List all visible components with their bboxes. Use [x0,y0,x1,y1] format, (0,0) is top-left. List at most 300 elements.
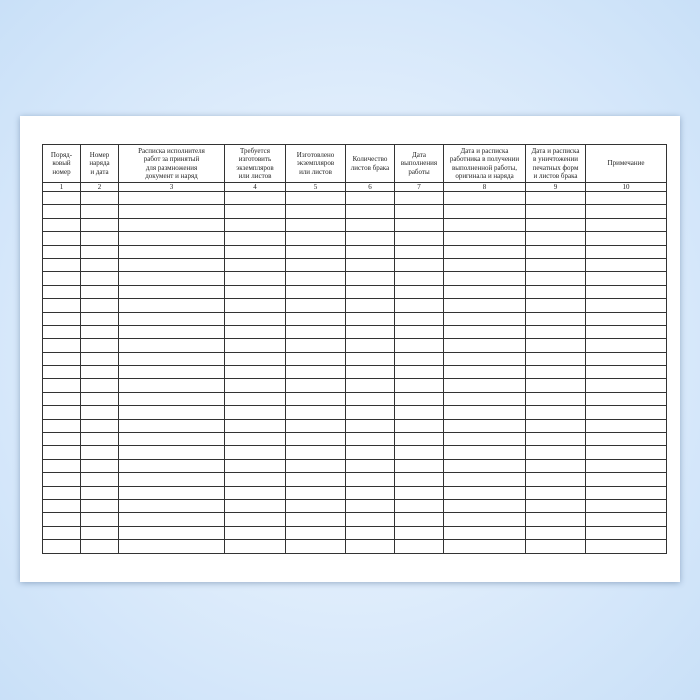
empty-cell [81,299,119,312]
empty-cell [81,526,119,539]
empty-cell [286,258,346,271]
empty-cell [395,366,444,379]
column-number: 1 [43,183,81,192]
empty-cell [395,299,444,312]
empty-cell [586,272,667,285]
empty-cell [346,419,395,432]
header-label: Расписка исполнителя работ за принятый для размножения документ и наряд [138,146,205,180]
header-cell-note [586,145,667,183]
empty-cell [81,459,119,472]
table-row [43,352,667,365]
empty-cell [286,379,346,392]
empty-cell [81,406,119,419]
empty-cell [119,499,225,512]
header-cell-defect-sheets [346,145,395,183]
empty-cell [43,499,81,512]
empty-cell [81,379,119,392]
empty-cell [286,392,346,405]
empty-cell [119,258,225,271]
empty-cell [81,205,119,218]
empty-cell [81,433,119,446]
header-cell-order-date [81,145,119,183]
empty-cell [444,513,526,526]
empty-cell [225,205,286,218]
empty-cell [395,540,444,553]
empty-cell [444,245,526,258]
column-number: 10 [586,183,667,192]
empty-cell [43,272,81,285]
empty-cell [286,339,346,352]
empty-cell [586,285,667,298]
empty-cell [43,459,81,472]
empty-cell [444,232,526,245]
table-row [43,459,667,472]
table-row [43,419,667,432]
empty-cell [43,486,81,499]
empty-cell [225,299,286,312]
empty-cell [586,486,667,499]
empty-cell [444,285,526,298]
empty-cell [225,245,286,258]
empty-cell [346,459,395,472]
empty-cell [119,192,225,205]
empty-cell [395,379,444,392]
empty-cell [119,419,225,432]
empty-cell [286,205,346,218]
empty-cell [286,406,346,419]
empty-cell [81,245,119,258]
empty-cell [81,486,119,499]
empty-cell [43,352,81,365]
empty-cell [346,312,395,325]
ledger-table [42,144,667,554]
empty-cell [81,272,119,285]
header-label: Примечание [607,159,645,168]
empty-cell [286,192,346,205]
empty-cell [346,526,395,539]
empty-cell [526,272,586,285]
empty-cell [586,366,667,379]
empty-cell [444,299,526,312]
header-label: Дата и расписка работника в получении выполненной работы, оригинала и наряда [449,146,520,180]
empty-cell [43,285,81,298]
empty-cell [444,473,526,486]
empty-cell [225,339,286,352]
empty-cell [444,406,526,419]
empty-cell [225,352,286,365]
empty-cell [586,406,667,419]
table-row [43,499,667,512]
empty-cell [395,392,444,405]
table-row [43,312,667,325]
empty-cell [43,540,81,553]
empty-cell [526,258,586,271]
empty-cell [346,473,395,486]
empty-cell [444,540,526,553]
table-row [43,258,667,271]
empty-cell [43,325,81,338]
empty-cell [586,473,667,486]
empty-cell [586,325,667,338]
empty-cell [119,526,225,539]
empty-cell [526,325,586,338]
empty-cell [346,205,395,218]
empty-cell [81,352,119,365]
empty-cell [346,192,395,205]
empty-cell [395,433,444,446]
header-cell-produced-copies [286,145,346,183]
empty-cell [395,232,444,245]
header-label: Дата выполнения работы [400,151,438,176]
empty-cell [119,486,225,499]
empty-cell [43,433,81,446]
table-row [43,406,667,419]
table-row [43,366,667,379]
ledger-body [43,192,667,554]
empty-cell [119,392,225,405]
empty-cell [444,205,526,218]
empty-cell [526,540,586,553]
empty-cell [119,513,225,526]
empty-cell [225,325,286,338]
empty-cell [444,499,526,512]
empty-cell [225,419,286,432]
empty-cell [586,192,667,205]
empty-cell [43,392,81,405]
empty-cell [526,473,586,486]
table-row [43,272,667,285]
empty-cell [43,513,81,526]
empty-cell [526,352,586,365]
table-row [43,285,667,298]
empty-cell [346,433,395,446]
empty-cell [346,540,395,553]
empty-cell [444,339,526,352]
empty-cell [526,419,586,432]
empty-cell [43,526,81,539]
empty-cell [586,218,667,231]
empty-cell [43,312,81,325]
empty-cell [526,379,586,392]
empty-cell [43,205,81,218]
empty-cell [444,366,526,379]
empty-cell [286,419,346,432]
empty-cell [586,232,667,245]
empty-cell [225,526,286,539]
form-sheet [20,116,680,582]
empty-cell [119,366,225,379]
empty-cell [119,540,225,553]
empty-cell [286,352,346,365]
empty-cell [286,459,346,472]
header-label: Изготовлено экземпляров или листов [296,151,335,176]
empty-cell [119,285,225,298]
empty-cell [346,392,395,405]
header-label: Требуется изготовить экземпляров или листов [236,146,274,180]
empty-cell [526,446,586,459]
empty-cell [444,446,526,459]
header-label: Поряд- ковый номер [50,151,73,176]
empty-cell [119,473,225,486]
empty-cell [346,339,395,352]
empty-cell [346,299,395,312]
table-row [43,446,667,459]
empty-cell [119,312,225,325]
empty-cell [119,406,225,419]
empty-cell [395,325,444,338]
empty-cell [346,258,395,271]
empty-cell [346,513,395,526]
empty-cell [43,406,81,419]
empty-cell [119,299,225,312]
empty-cell [586,513,667,526]
empty-cell [43,366,81,379]
empty-cell [81,540,119,553]
column-number: 8 [444,183,526,192]
empty-cell [526,366,586,379]
empty-cell [119,245,225,258]
empty-cell [395,272,444,285]
empty-cell [526,312,586,325]
empty-cell [286,299,346,312]
table-row [43,339,667,352]
empty-cell [286,446,346,459]
empty-cell [395,446,444,459]
empty-cell [444,526,526,539]
header-cell-executor-receipt [119,145,225,183]
empty-cell [444,433,526,446]
empty-cell [395,245,444,258]
empty-cell [119,379,225,392]
empty-cell [526,245,586,258]
empty-cell [444,218,526,231]
column-number: 6 [346,183,395,192]
empty-cell [286,433,346,446]
empty-cell [225,446,286,459]
empty-cell [586,379,667,392]
empty-cell [395,192,444,205]
empty-cell [526,232,586,245]
empty-cell [43,379,81,392]
empty-cell [444,459,526,472]
header-cell-required-copies [225,145,286,183]
empty-cell [526,285,586,298]
empty-cell [81,285,119,298]
empty-cell [586,392,667,405]
empty-cell [395,526,444,539]
empty-cell [395,218,444,231]
empty-cell [225,285,286,298]
empty-cell [225,540,286,553]
empty-cell [586,339,667,352]
empty-cell [286,218,346,231]
empty-cell [225,513,286,526]
empty-cell [286,513,346,526]
empty-cell [43,258,81,271]
column-number: 3 [119,183,225,192]
empty-cell [119,339,225,352]
header-label: Номер наряда и дата [89,151,110,176]
table-row [43,205,667,218]
empty-cell [444,486,526,499]
column-number: 9 [526,183,586,192]
empty-cell [526,459,586,472]
empty-cell [444,272,526,285]
empty-cell [225,486,286,499]
empty-cell [346,272,395,285]
empty-cell [346,232,395,245]
empty-cell [119,446,225,459]
empty-cell [286,366,346,379]
empty-cell [586,499,667,512]
empty-cell [225,272,286,285]
empty-cell [444,352,526,365]
empty-cell [586,205,667,218]
empty-cell [225,473,286,486]
empty-cell [444,192,526,205]
empty-cell [586,258,667,271]
empty-cell [81,218,119,231]
empty-cell [346,218,395,231]
table-row [43,299,667,312]
table-row [43,513,667,526]
empty-cell [346,486,395,499]
empty-cell [526,486,586,499]
empty-cell [225,192,286,205]
empty-cell [346,406,395,419]
empty-cell [119,433,225,446]
empty-cell [225,499,286,512]
empty-cell [286,285,346,298]
empty-cell [444,258,526,271]
empty-cell [586,299,667,312]
table-row [43,192,667,205]
empty-cell [586,312,667,325]
empty-cell [225,218,286,231]
column-number: 5 [286,183,346,192]
empty-cell [586,419,667,432]
empty-cell [526,499,586,512]
empty-cell [119,272,225,285]
empty-cell [43,192,81,205]
empty-cell [286,540,346,553]
empty-cell [286,232,346,245]
empty-cell [225,258,286,271]
empty-cell [286,312,346,325]
empty-cell [586,433,667,446]
empty-cell [526,339,586,352]
header-row [43,145,667,183]
header-cell-order-number [43,145,81,183]
empty-cell [526,406,586,419]
empty-cell [444,379,526,392]
empty-cell [286,272,346,285]
empty-cell [43,419,81,432]
empty-cell [81,366,119,379]
empty-cell [346,499,395,512]
empty-cell [286,473,346,486]
empty-cell [81,499,119,512]
empty-cell [286,486,346,499]
empty-cell [395,473,444,486]
empty-cell [81,325,119,338]
empty-cell [43,339,81,352]
empty-cell [81,232,119,245]
table-row [43,325,667,338]
table-row [43,379,667,392]
empty-cell [225,312,286,325]
header-cell-completion-date [395,145,444,183]
empty-cell [586,446,667,459]
empty-cell [346,245,395,258]
column-number: 4 [225,183,286,192]
empty-cell [395,499,444,512]
table-row [43,433,667,446]
table-row [43,218,667,231]
empty-cell [346,446,395,459]
empty-cell [526,513,586,526]
empty-cell [119,352,225,365]
empty-cell [395,419,444,432]
empty-cell [586,459,667,472]
empty-cell [225,379,286,392]
empty-cell [81,513,119,526]
table-row [43,486,667,499]
empty-cell [395,513,444,526]
empty-cell [346,285,395,298]
empty-cell [286,245,346,258]
empty-cell [43,473,81,486]
empty-cell [43,232,81,245]
empty-cell [225,232,286,245]
empty-cell [119,459,225,472]
empty-cell [586,540,667,553]
empty-cell [81,339,119,352]
empty-cell [395,352,444,365]
empty-cell [119,325,225,338]
table-row [43,232,667,245]
empty-cell [225,433,286,446]
empty-cell [346,352,395,365]
empty-cell [81,258,119,271]
empty-cell [526,299,586,312]
empty-cell [395,258,444,271]
header-label: Количество листов брака [350,155,390,172]
empty-cell [225,392,286,405]
empty-cell [395,285,444,298]
table-row [43,526,667,539]
empty-cell [444,419,526,432]
empty-cell [81,192,119,205]
empty-cell [119,205,225,218]
empty-cell [586,352,667,365]
empty-cell [119,218,225,231]
column-number: 7 [395,183,444,192]
empty-cell [395,312,444,325]
empty-cell [43,218,81,231]
empty-cell [286,526,346,539]
empty-cell [225,406,286,419]
empty-cell [81,473,119,486]
empty-cell [526,205,586,218]
empty-cell [395,339,444,352]
empty-cell [586,245,667,258]
header-cell-destruction-signature [526,145,586,183]
empty-cell [395,459,444,472]
table-row [43,392,667,405]
empty-cell [81,446,119,459]
empty-cell [526,192,586,205]
